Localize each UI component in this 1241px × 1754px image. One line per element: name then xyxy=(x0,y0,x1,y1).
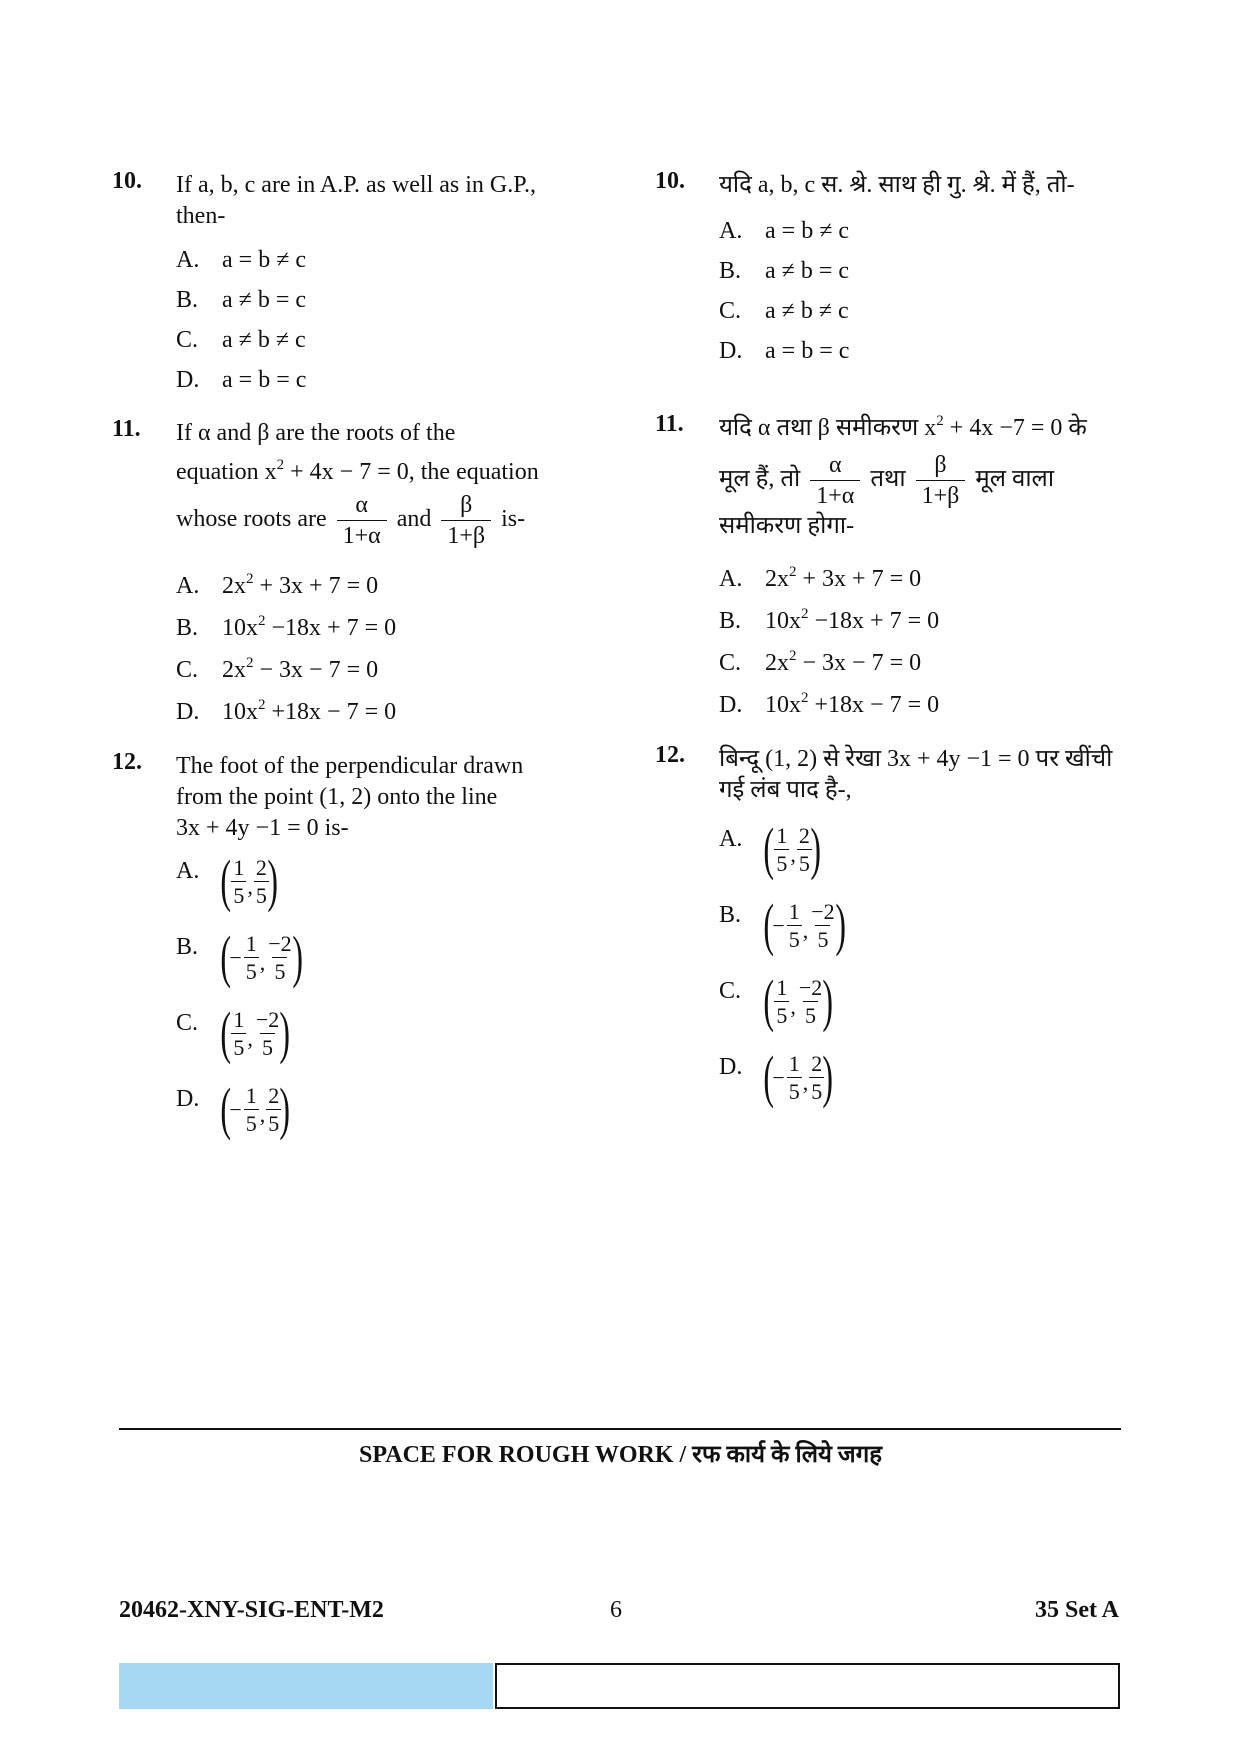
option-b[interactable]: B. ( − $\frac{1}{5}$ , −2 5 ) xyxy=(176,924,303,989)
rough-work-divider xyxy=(119,1428,1121,1430)
option-text: a = b ≠ c xyxy=(222,246,307,273)
option-d[interactable]: D. ( − $\frac{1}{5}$ , 2 5 ) xyxy=(719,1044,834,1109)
equation: $x^2 + 4x - 7 = 0$ xyxy=(264,457,409,485)
question-number: 10. xyxy=(655,168,685,194)
hindi-column xyxy=(655,170,1135,1124)
question-11-en xyxy=(112,418,582,733)
blank-footer-box xyxy=(495,1663,1120,1709)
question-number: 10. xyxy=(112,168,142,194)
question-text-line-1: बिन्दू (1, 2) से रेखा 3x + 4y −1 = 0 पर खींची xyxy=(719,746,1113,772)
option-c[interactable] xyxy=(176,320,582,360)
option-c[interactable]: C. a ≠ b ≠ c xyxy=(719,297,849,324)
point-expression: ( − $\frac{1}{5}$ , −2 5 ) xyxy=(763,892,846,957)
option-d[interactable]: D. $10x^2 +18x - 7 = 0$ xyxy=(719,689,940,718)
option-b[interactable]: B. $10x^2 -18x + 7 = 0$ xyxy=(176,612,397,641)
point-expression: ( 1 5 , 2 5 ) xyxy=(220,848,278,913)
option-label: B. xyxy=(176,286,199,313)
options xyxy=(176,565,582,733)
option-a[interactable]: A. a = b ≠ c xyxy=(719,217,850,244)
question-text-line-3: whose roots are $\frac{\alpha}{1+\alpha}$ and $\frac{\beta}{1+\beta}$ is- xyxy=(176,492,526,549)
options xyxy=(719,211,1135,371)
question-12-en xyxy=(112,751,582,1156)
option-c[interactable]: C. $2x^2 - 3x - 7 = 0$ xyxy=(719,647,922,676)
blue-footer-bar xyxy=(119,1663,493,1709)
question-10-en xyxy=(112,170,582,400)
option-text: a ≠ b ≠ c xyxy=(222,326,306,353)
option-c[interactable]: C. $2x^2 - 3x - 7 = 0$ xyxy=(176,654,379,683)
question-text-line-1: यदि α तथा β समीकरण $x^2 + 4x -7 = 0$ के xyxy=(719,413,1087,441)
equation: $x^2 + 4x -7 = 0$ xyxy=(924,413,1063,441)
question-text: यदि a, b, c स. श्रे. साथ ही गु. श्रे. में हैं, तो- xyxy=(719,172,1075,198)
question-text-line-2: मूल हैं, तो $\frac{\alpha}{1+\alpha}$ तथा $\frac{\beta}{1+\beta}$ मूल वाला xyxy=(719,452,1055,509)
option-b[interactable]: B. a ≠ b = c xyxy=(719,257,850,284)
option-d[interactable]: D. ( − $\frac{1}{5}$ , 2 5 ) xyxy=(176,1076,291,1141)
option-label: C. xyxy=(176,326,199,353)
option-b[interactable] xyxy=(176,280,582,320)
point-expression: ( 1 5 , −2 5 ) xyxy=(763,968,834,1033)
question-number: 12. xyxy=(112,749,142,775)
options xyxy=(719,558,1135,726)
question-text-line-2: गई लंब पाद है-, xyxy=(719,777,852,803)
option-a[interactable]: A. ( 1 5 , 2 5 ) xyxy=(176,848,278,913)
question-text-line-2: equation $x^2 + 4x - 7 = 0$, the equation xyxy=(176,457,539,485)
point-expression: ( − $\frac{1}{5}$ , −2 5 ) xyxy=(220,924,303,989)
english-column xyxy=(112,170,582,1156)
option-label: A. xyxy=(176,246,200,273)
options xyxy=(176,848,582,1156)
point-expression: ( 1 5 , 2 5 ) xyxy=(763,816,821,881)
options xyxy=(719,816,1135,1124)
question-10-hi xyxy=(655,170,1135,371)
option-d[interactable] xyxy=(176,360,582,400)
page-number: 6 xyxy=(610,1597,622,1623)
fraction-beta: $\frac{\beta}{1+\beta}$ xyxy=(441,490,491,551)
option-a[interactable] xyxy=(176,240,582,280)
point-expression: ( − $\frac{1}{5}$ , 2 5 ) xyxy=(220,1076,291,1141)
options xyxy=(176,240,582,400)
fraction-alpha: $\frac{\alpha}{1+\alpha}$ xyxy=(337,490,387,551)
question-text-line-3: 3x + 4y −1 = 0 is- xyxy=(176,815,349,841)
question-text-line-1: The foot of the perpendicular drawn xyxy=(176,753,524,779)
question-text-line-3: समीकरण होगा- xyxy=(719,513,855,539)
question-text-line-2: from the point (1, 2) onto the line xyxy=(176,784,498,810)
fraction-beta: $\frac{\beta}{1+\beta}$ xyxy=(916,450,966,511)
set-label: 35 Set A xyxy=(1035,1597,1119,1623)
option-a[interactable]: A. $2x^2 + 3x + 7 = 0$ xyxy=(719,563,922,592)
option-a[interactable]: A. $2x^2 + 3x + 7 = 0$ xyxy=(176,570,379,599)
question-number: 11. xyxy=(655,411,684,437)
option-text: a = b = c xyxy=(222,366,307,393)
question-11-hi xyxy=(655,413,1135,726)
fraction-alpha: $\frac{\alpha}{1+\alpha}$ xyxy=(810,450,860,511)
question-text-line-1: If α and β are the roots of the xyxy=(176,420,456,446)
option-c[interactable]: C. ( 1 5 , −2 5 ) xyxy=(176,1000,291,1065)
question-number: 11. xyxy=(112,416,141,442)
point-expression: ( − $\frac{1}{5}$ , 2 5 ) xyxy=(763,1044,834,1109)
option-text: a ≠ b = c xyxy=(222,286,307,313)
option-a[interactable]: A. ( 1 5 , 2 5 ) xyxy=(719,816,821,881)
option-c[interactable]: C. ( 1 5 , −2 5 ) xyxy=(719,968,834,1033)
option-label: D. xyxy=(176,366,200,393)
option-b[interactable]: B. $10x^2 -18x + 7 = 0$ xyxy=(719,605,940,634)
point-expression: ( 1 5 , −2 5 ) xyxy=(220,1000,291,1065)
question-number: 12. xyxy=(655,742,685,768)
paper-code: 20462-XNY-SIG-ENT-M2 xyxy=(119,1597,384,1623)
question-12-hi xyxy=(655,744,1135,1124)
option-b[interactable]: B. ( − $\frac{1}{5}$ , −2 5 ) xyxy=(719,892,846,957)
option-d[interactable]: D. a = b = c xyxy=(719,337,850,364)
question-text: If a, b, c are in A.P. as well as in G.P., then- xyxy=(176,172,536,229)
rough-work-heading: SPACE FOR ROUGH WORK / रफ कार्य के लिये जगह xyxy=(359,1442,882,1468)
option-d[interactable]: D. $10x^2 +18x - 7 = 0$ xyxy=(176,696,397,725)
